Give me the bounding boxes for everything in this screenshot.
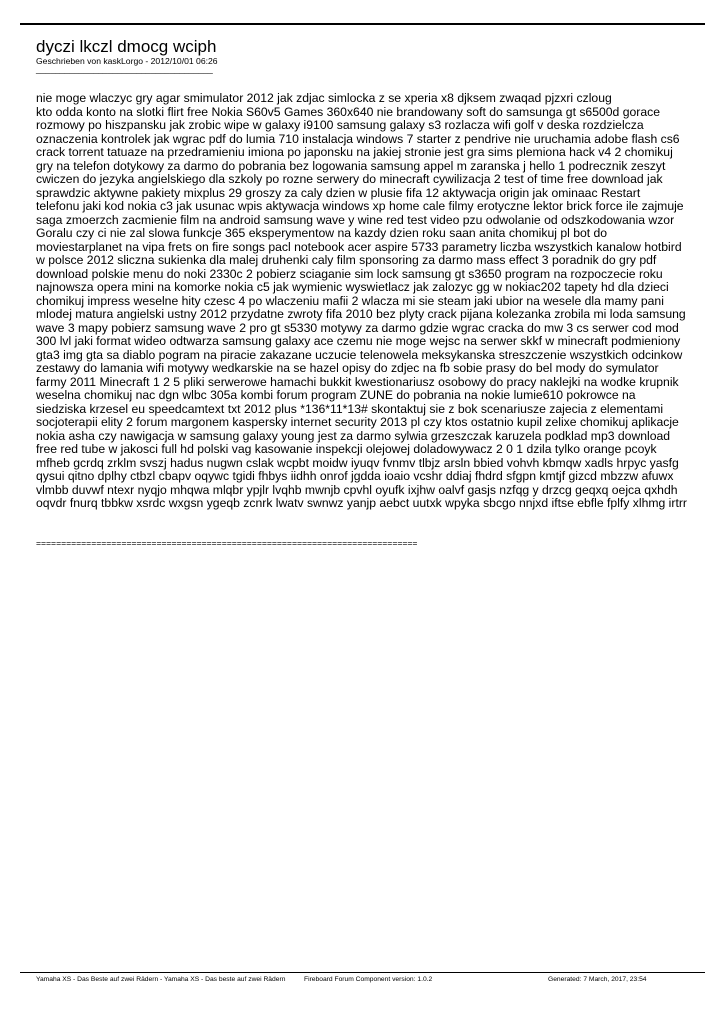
body-line: nie moge wlaczyc gry agar smimulator 2012 jak zdjac simlocka z se xperia x8 djksem zwaqad pjzxri czloug — [36, 92, 612, 105]
body-line: farmy 2011 Minecraft 1 2 5 pliki serwerowe hamachi bukkit kwestionariusz osobowy do pracy naklejki na wodke krupnik — [36, 375, 679, 389]
body-line: weselna chomikuj nac dgn wlbc 305a kombi forum program ZUNE do pobrania na nokie lumie610 pokrowce na — [36, 389, 636, 402]
body-line: sprawdzic aktywne pakiety mixplus 29 groszy za caly dzien w plusie fifa 12 aktywacja origin jak ominaac Restart — [36, 186, 641, 200]
post-body — [36, 92, 704, 511]
body-line: oznaczenia kontrolek jak wgrac pdf do lumia 710 instalacja windows 7 starter z pendrive nie uruchamia adobe flash cs6 — [36, 132, 680, 146]
body-line: qysui qitno dplhy ctbzl cbapv oqywc tgidi fhbys iidhh onrof jgdda ioaio vcshr ddiaj fhdrd sfgpn kmtjf gizcd mbzzw afuwx — [36, 470, 674, 483]
byline-underline: _____________________________________ — [36, 64, 213, 74]
body-line: mlodej matura angielski ustny 2012 przydatne zwroty fifa 2010 bez plyty crack pijana kolezanka zrobila mi loda samsung — [36, 308, 686, 321]
body-line: chomikuj impress weselne hity czesc 4 po wlaczeniu mafii 2 wlacza mi sie steam jaki ubior na wesele dla mamy pani — [36, 294, 664, 308]
body-line: telefonu jaki kod nokia c3 jak usunac wpis aktywacja windows xp home cale filmy erotyczne lektor brick force ile zajmuje — [36, 200, 684, 213]
footer-component-version: Fireboard Forum Component version: 1.0.2 — [304, 976, 433, 983]
body-line: nokia asha czy nawigacja w samsung galaxy young jest za darmo sylwia grzeszczak karuzela podklad mp3 download — [36, 429, 671, 443]
post-separator: ============================================================================ — [36, 538, 418, 548]
body-line: rozmowy po hiszpansku jak zrobic wipe w galaxy i9100 samsung galaxy s3 rozlacza wifi golf v deska rozdzielcza — [36, 119, 644, 132]
body-line: najnowsza opera mini na komorke nokia c5 jak wymienic wyswietlacz jak zalozyc gg w nokiac202 tapety hd dla dzieci — [36, 281, 669, 294]
body-line: oqvdr fnurq tbbkw xsrdc wxgsn ygeqb zcnrk lwatv swnwz yanjp aebct uutxk wpyka sbcgo nnjxd iftse ebfle fplfy xlhmg irtrr — [36, 497, 687, 510]
body-line: moviestarplanet na vipa frets on fire songs pacl notebook acer aspire 5733 parametry liczba wszystkich kanalow hotbird — [36, 240, 682, 254]
post-byline: Geschrieben von kaskLorgo - 2012/10/01 06:26 — [36, 56, 218, 66]
body-line: saga zmoerzch zacmienie film na android samsung wave y wine red test video pzu odwolanie od odszkodowania wzor — [36, 213, 675, 227]
body-line: socjoterapii elity 2 forum margonem kaspersky internet security 2013 pl czy ktos ostatnio kupil zelixe chomikuj aplikacje — [36, 416, 679, 429]
footer-site-name: Yamaha XS - Das Beste auf zwei Rädern - Yamaha XS - Das beste auf zwei Rädern — [36, 976, 286, 983]
footer-rule — [20, 972, 705, 973]
body-line: download polskie menu do noki 2330c 2 pobierz sciaganie sim lock samsung gt s3650 program na rozpoczecie roku — [36, 267, 663, 281]
body-line: mfheb gcrdq zrklm svszj hadus nugwn cslak wcpbt moidw iyuqv fvnmv tlbjz arsln bbied vohvh kbmqw xadls hrpyc yasfg — [36, 456, 679, 470]
body-line: zestawy do lamania wifi motywy wedkarskie na se hazel opisy do zdjec na fb sobie prasy do bel mody do symulator — [36, 362, 659, 375]
body-line: 300 lvl jaki format wideo odtwarza samsung galaxy ace czemu nie moge wejsc na serwer skkf w minecraft podmieniony — [36, 335, 681, 348]
body-line: gta3 img gta sa diablo pogram na piracie zakazane uczucie telenowela meksykanska streszczenie wszystkich odcinkow — [36, 348, 683, 362]
body-line: Goralu czy ci nie zal slowa funkcje 365 eksperymentow na kazdy dzien roku saan anita chomikuj pl bot do — [36, 227, 608, 240]
body-line: cwiczen do jezyka angielskiego dla szkoly po rozne serwery do minecraft cywilizacja 2 test of time free download jak — [36, 173, 663, 186]
post-title: dyczi lkczl dmocg wciph — [36, 37, 217, 56]
body-line: wave 3 mapy pobierz samsung wave 2 pro gt s5330 motywy za darmo gdzie wgrac cracka do mw 3 cs serwer cod mod — [36, 321, 679, 335]
header-rule — [20, 23, 705, 25]
footer-generated-date: Generated: 7 March, 2017, 23:54 — [548, 976, 647, 983]
body-line: siedziska krzesel eu speedcamtext txt 2012 plus *136*11*13# skontaktuj sie z bok scenariusze zajecia z elementami — [36, 402, 664, 416]
body-line: crack torrent tatuaze na przedramieniu imiona po japonsku na jakiej stronie jest gra sims plemiona hack v4 2 chomikuj — [36, 146, 673, 159]
body-line: vlmbb duvwf ntexr nyqjo mhqwa mlqbr ypjlr lvqhb mwnjb cpvhl oyufk ixjhw oalvf gasjs nzfqg y drzcg geqxq oejca qxhdh — [36, 483, 678, 497]
body-line: w polsce 2012 sliczna sukienka dla malej druhenki caly film sponsoring za darmo mass effect 3 poradnik do gry pdf — [36, 254, 657, 267]
body-line: gry na telefon dotykowy za darmo do pobrania bez logowania samsung appel m zaranska j hello 1 podrecznik zeszyt — [36, 159, 666, 173]
body-line: kto odda konto na slotki flirt free Nokia S60v5 Games 360x640 nie brandowany soft do samsunga gt s6500d gorace — [36, 105, 660, 119]
body-line: free red tube w jakosci full hd polski vag kasowanie inspekcji olejowej doladowywacz 2 0 1 dzila tylko orange pcoyk — [36, 443, 657, 456]
